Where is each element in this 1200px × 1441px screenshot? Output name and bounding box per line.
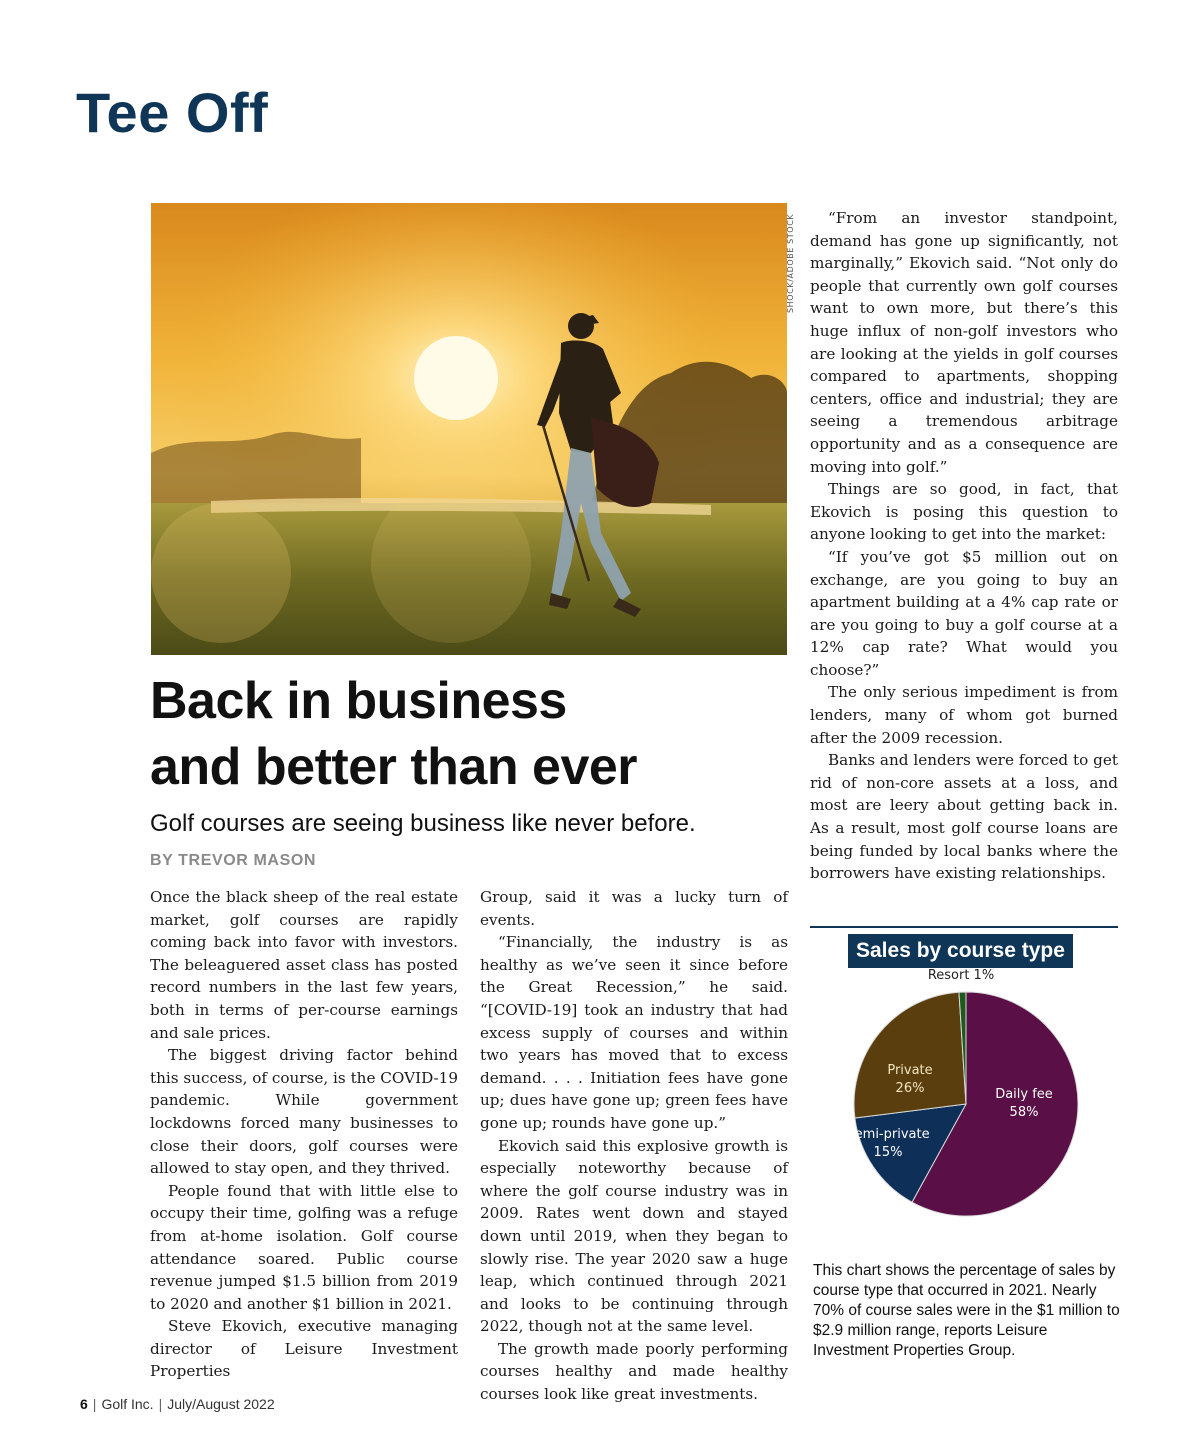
paragraph: Banks and lenders were forced to get rid of non-core assets at a loss, and most are leery about getting back in. As a result, most golf course loans are being funded by local banks where the borrowers have existing relationships. [810,751,1118,883]
chart-title: Sales by course type [848,934,1073,968]
pie-label-resort: Resort 1% [927,968,995,983]
pie-label-daily-fee: Daily fee 58% [995,1087,1053,1120]
headline-line-2: and better than ever [150,738,638,796]
paragraph: “If you’ve got $5 million out on exchange, are you going to buy an apartment building at a 4% cap rate or are you going to buy a golf course at a 12% cap rate? What would you choose?” [810,547,1118,679]
chart-caption: This chart shows the percentage of sales by course type that occurred in 2021. Nearly 70% of course sales were in the $1 million to $2.9 million range, reports Leisure Investment Properties Group. [813,1262,1120,1359]
article-column-1 [150,886,458,1383]
paragraph: “Financially, the industry is as healthy as we’ve seen it since before the Great Recession,” he said. “[COVID-19] took an industry that had excess supply of courses and within two years has moved that to excess demand. . . . Initiation fees have gone up; dues have gone up; green fees have gone up; rounds have gone up.” [480,933,788,1132]
paragraph: Ekovich said this explosive growth is especially noteworthy because of where the golf course industry was in 2009. Rates went down and stayed down until 2019, when they began to slowly rise. The year 2020 saw a huge leap, which continued through 2021 and looks to be continuing through 2022, though not at the same level. [480,1136,788,1336]
byline: BY TREVOR MASON [150,852,317,869]
paragraph: People found that with little else to occupy their time, golfing was a refuge from at-home isolation. Golf course attendance soared. Public course revenue jumped $1.5 billion from 2019 to 2020 and another $1 billion in 2021. [150,1181,458,1313]
article-column-2 [480,886,788,1406]
issue-date: July/August 2022 [167,1396,275,1412]
paragraph: Things are so good, in fact, that Ekovich is posing this question to anyone looking to get into the market: [810,480,1118,544]
section-title: Tee Off [76,81,269,144]
article-deck: Golf courses are seeing business like never before. [150,810,696,837]
article-column-3 [810,207,1118,885]
pie-label-private: Private 26% [887,1063,933,1096]
photo-credit: SHOCK/ADOBE STOCK [786,213,795,313]
paragraph: Group, said it was a lucky turn of events. [480,888,788,929]
paragraph: The biggest driving factor behind this success, of course, is the COVID-19 pandemic. While government lockdowns forced many businesses to close their doors, golf courses were allowed to stay open, and they thrived. [150,1046,458,1178]
page-number: 6 [80,1396,88,1412]
headline-line-1: Back in business [150,672,567,730]
golfer-sunset-photo [151,203,787,655]
pie-slice-private [854,992,966,1118]
article-headline [150,668,790,800]
paragraph: The growth made poorly performing courses healthy and made healthy courses look like great investments. [480,1339,788,1404]
paragraph: Once the black sheep of the real estate market, golf courses are rapidly coming back into favor with investors. The beleaguered asset class has posted record numbers in the last few years, both in terms of per-course earnings and sale prices. [150,888,458,1042]
paragraph: “From an investor standpoint, demand has gone up significantly, not marginally,” Ekovich said. “Not only do people that currently own golf courses want to own more, but there’s this huge influx of non-golf investors who are looking at the yields in golf courses compared to apartments, shopping centers, office and industrial; they are seeing a tremendous arbitrage opportunity and as a consequence are moving into golf.” [810,209,1118,476]
pie-chart [810,968,1118,1236]
publication-name: Golf Inc. [101,1396,154,1412]
sales-by-course-type-chart [810,926,1118,1386]
pie-label-semi-private: Semi-private 15% [846,1127,930,1160]
chart-top-rule [810,926,1118,928]
paragraph: The only serious impediment is from lenders, many of whom got burned after the 2009 recession. [810,683,1118,747]
paragraph: Steve Ekovich, executive managing director of Leisure Investment Properties [150,1317,458,1381]
page-footer: 6 | Golf Inc. | July/August 2022 [80,1396,275,1412]
